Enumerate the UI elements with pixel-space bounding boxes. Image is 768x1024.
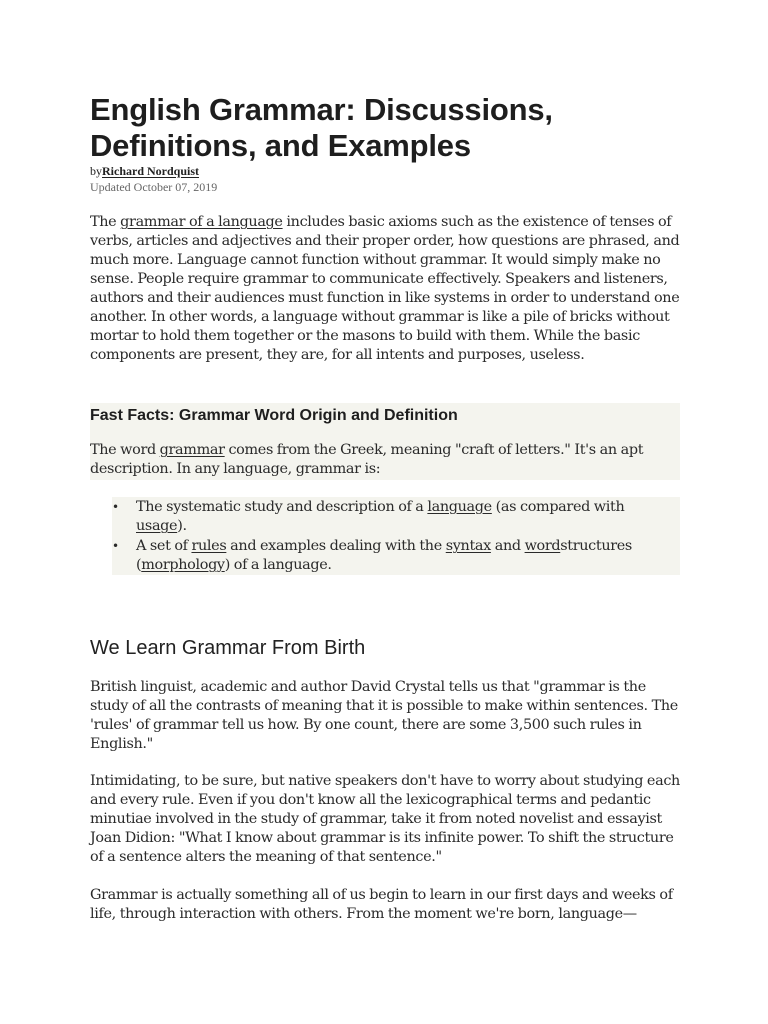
updated-date: Updated October 07, 2019: [90, 180, 218, 194]
list-text: (as compared with: [491, 499, 625, 515]
fast-facts-paragraph: [90, 441, 680, 479]
intro-text: The: [90, 214, 121, 230]
intro-text-cont: includes basic axioms such as the existence of tenses of verbs, articles and adjectives and their proper order, how questions are phrased, and much more. Language cannot function without grammar. It would simply make no sense. People require grammar to communicate effectively. Speakers and listeners, authors and their audiences must function in like systems in order to understand one another. In other words, a language without grammar is like a pile of bricks without mortar to hold them together or the masons to build with them. While the basic components are present, they are, for all intents and purposes, useless.: [90, 214, 680, 363]
word-link[interactable]: word: [524, 538, 561, 554]
intro-paragraph: [90, 213, 680, 365]
didion-paragraph: Intimidating, to be sure, but native speakers don't have to worry about studying each and every rule. Even if you don't know all the lexicographical terms and pedantic minutiae involved in the study of grammar, take it from noted novelist and essayist Joan Didion: "What I know about grammar is its infinite power. To shift the structure of a sentence alters the meaning of that sentence.": [90, 773, 680, 865]
fast-facts-box: [90, 403, 680, 480]
bullet-marker: •: [112, 539, 119, 553]
language-link[interactable]: language: [427, 499, 492, 515]
definition-list: [112, 497, 680, 575]
usage-link[interactable]: usage: [136, 518, 178, 534]
byline: [90, 164, 199, 179]
fast-facts-text-cont: comes from the Greek, meaning "craft of letters." It's an apt description. In any language, grammar is:: [90, 442, 644, 477]
list-item-text: [136, 498, 656, 536]
page-title: English Grammar: Discussions, Definitions, and Examples: [90, 92, 553, 163]
byline-prefix: by: [90, 164, 102, 178]
grammar-of-a-language-link[interactable]: grammar of a language: [120, 214, 283, 230]
list-text: The systematic study and description of a: [136, 499, 428, 515]
grammar-link[interactable]: grammar: [159, 442, 225, 458]
list-text: structures (: [136, 538, 632, 573]
fast-facts-text: The word: [90, 442, 160, 458]
list-text: and examples dealing with the: [226, 538, 446, 554]
list-text: A set of: [136, 538, 192, 554]
list-text: and: [490, 538, 525, 554]
list-text: ) of a language.: [224, 557, 332, 573]
bullet-marker: •: [112, 500, 119, 514]
birth-paragraph: Grammar is actually something all of us begin to learn in our first days and weeks of life, through interaction with others. From the moment we're born, language—: [90, 887, 673, 922]
syntax-link[interactable]: syntax: [445, 538, 491, 554]
crystal-paragraph: British linguist, academic and author David Crystal tells us that "grammar is the study of all the contrasts of meaning that it is possible to make within sentences. The 'rules' of grammar tell us how. By one count, there are some 3,500 such rules in English.": [90, 679, 678, 752]
rules-link[interactable]: rules: [191, 538, 227, 554]
section-heading: We Learn Grammar From Birth: [90, 637, 366, 659]
morphology-link[interactable]: morphology: [141, 557, 225, 573]
fast-facts-heading: Fast Facts: Grammar Word Origin and Definition: [90, 407, 458, 424]
list-text: ).: [177, 518, 187, 534]
author-link[interactable]: Richard Nordquist: [102, 164, 200, 178]
list-item-text: [136, 537, 656, 575]
